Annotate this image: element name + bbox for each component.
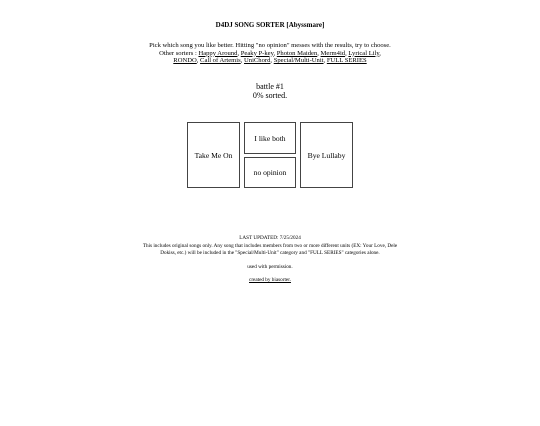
instructions: Pick which song you like better. Hitting "no opinion" messes with the results, try to choose.: [149, 42, 391, 49]
right-song-button[interactable]: Bye Lullaby: [300, 122, 353, 188]
other-sorters: Other sorters : Happy Around, Peaky P-key, Photon Maiden, Merm4id, Lyrical Lily,: [159, 49, 381, 57]
page: [0, 21, 540, 101]
like-both-button[interactable]: I like both: [244, 122, 296, 154]
page-title: D4DJ SONG SORTER [Abyssmare]: [215, 21, 325, 29]
battle-status: [0, 82, 540, 101]
other-sorters-line2: RONDO, Call of Artemis, UniChord, Special/Multi-Unit, FULL SERIES: [173, 57, 367, 65]
no-opinion-button[interactable]: no opinion: [244, 157, 296, 188]
link-call-of-artemis[interactable]: Call of Artemis: [200, 57, 241, 65]
last-updated: LAST UPDATED: 7/25/2024: [239, 235, 301, 241]
sorter-choices: [187, 122, 353, 188]
link-photon-maiden[interactable]: Photon Maiden: [276, 49, 318, 57]
link-merm4id[interactable]: Merm4id: [320, 49, 346, 57]
link-peaky-p-key[interactable]: Peaky P-key: [240, 49, 274, 57]
left-song-button[interactable]: Take Me On: [187, 122, 240, 188]
link-happy-around[interactable]: Happy Around: [198, 49, 238, 57]
link-full-series[interactable]: FULL SERIES: [326, 57, 367, 65]
footer: [142, 235, 398, 284]
permission-note: used with permission.: [247, 263, 293, 270]
link-lyrical-lily[interactable]: Lyrical Lily: [348, 49, 380, 57]
sort-progress: 0% sorted.: [252, 91, 288, 101]
other-sorters-label: Other sorters :: [159, 49, 199, 57]
footer-note: This includes original songs only. Any song that includes members from two or more different units (EX: Your Love, Dele Dokiss, etc.) will be included in the "Special/Multi-Unit" category and "FULL SERIES" categories alone.: [142, 243, 398, 257]
link-unichord[interactable]: UniChord: [244, 57, 271, 65]
link-rondo[interactable]: RONDO: [173, 57, 197, 65]
battle-number: battle #1: [256, 81, 284, 91]
link-special-multi-unit[interactable]: Special/Multi-Unit: [273, 57, 324, 65]
intro-text: [0, 42, 540, 65]
creator-link[interactable]: created by biasorter.: [249, 276, 291, 283]
